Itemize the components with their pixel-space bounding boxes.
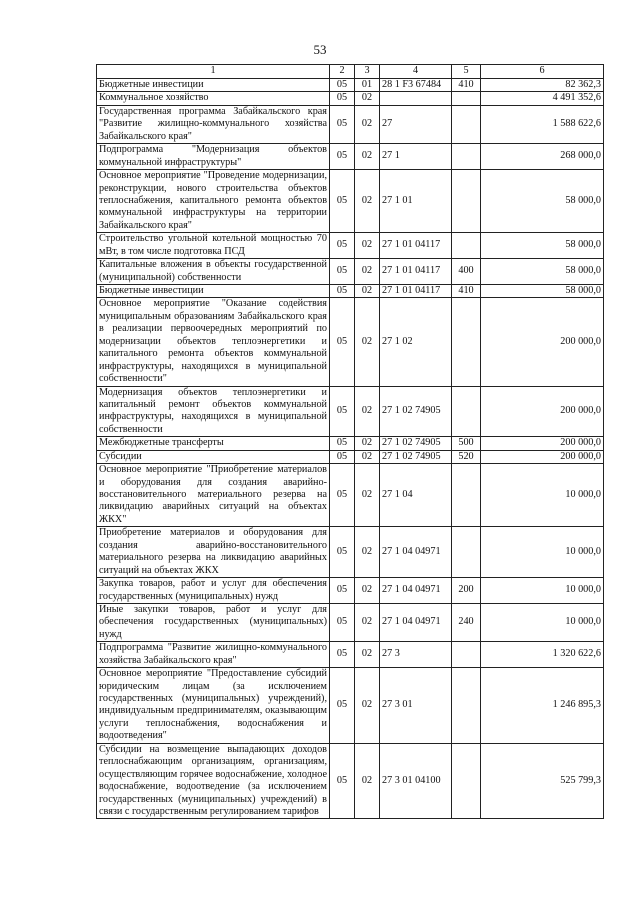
amount-cell: 1 320 622,6 — [481, 642, 604, 668]
target-article-cell: 27 1 01 04117 — [380, 259, 452, 285]
expense-type-cell — [452, 464, 481, 527]
table-row — [97, 386, 604, 437]
row-name-cell: Строительство угольной котельной мощностью 70 мВт, в том числе подготовка ПСД — [97, 233, 330, 259]
table-row — [97, 105, 604, 143]
amount-cell: 58 000,0 — [481, 285, 604, 298]
subsection-code-cell: 02 — [355, 642, 380, 668]
row-name-cell: Модернизация объектов теплоэнергетики и капитальный ремонт объектов коммунальной инфраструктуры, находящихся в муниципальной собственности — [97, 386, 330, 437]
table-row — [97, 578, 604, 604]
row-name-cell: Основное мероприятие "Предоставление субсидий юридическим лицам (за исключением государственных (муниципальных) учреждений), индивидуальным предпринимателям, оказывающим услуги теплоснабжения, водоснабжения и водоотведения" — [97, 668, 330, 744]
amount-cell: 200 000,0 — [481, 450, 604, 463]
row-name-cell: Основное мероприятие "Оказание содействия муниципальным образованиям Забайкальского края в реализации первоочередных мероприятий по модернизации объектов теплоэнергетики и капитального ремонта объектов коммунальной инфраструктуры, находящихся в муниципальной собственности" — [97, 298, 330, 386]
section-code-cell: 05 — [330, 298, 355, 386]
expense-type-cell: 240 — [452, 603, 481, 641]
target-article-cell: 27 — [380, 105, 452, 143]
amount-cell: 58 000,0 — [481, 259, 604, 285]
section-code-cell: 05 — [330, 92, 355, 105]
table-row — [97, 642, 604, 668]
expense-type-cell — [452, 170, 481, 233]
section-code-cell: 05 — [330, 386, 355, 437]
table-row — [97, 527, 604, 578]
page-number: 53 — [313, 42, 327, 57]
row-name-cell: Подпрограмма "Развитие жилищно-коммунального хозяйства Забайкальского края" — [97, 642, 330, 668]
table-row — [97, 233, 604, 259]
subsection-code-cell: 02 — [355, 233, 380, 259]
expense-type-cell — [452, 743, 481, 819]
header-cell: 3 — [355, 65, 380, 79]
amount-cell: 1 246 895,3 — [481, 668, 604, 744]
table-row — [97, 259, 604, 285]
row-name-cell: Капитальные вложения в объекты государственной (муниципальной) собственности — [97, 259, 330, 285]
subsection-code-cell: 02 — [355, 386, 380, 437]
header-cell: 4 — [380, 65, 452, 79]
header-row — [97, 65, 604, 79]
table-row — [97, 668, 604, 744]
subsection-code-cell: 01 — [355, 79, 380, 92]
row-name-cell: Подпрограмма "Модернизация объектов коммунальной инфраструктуры" — [97, 144, 330, 170]
expense-type-cell — [452, 233, 481, 259]
target-article-cell: 27 1 — [380, 144, 452, 170]
table-row — [97, 298, 604, 386]
subsection-code-cell: 02 — [355, 450, 380, 463]
target-article-cell: 27 3 01 — [380, 668, 452, 744]
section-code-cell: 05 — [330, 144, 355, 170]
target-article-cell: 27 1 01 04117 — [380, 233, 452, 259]
row-name-cell: Межбюджетные трансферты — [97, 437, 330, 450]
subsection-code-cell: 02 — [355, 92, 380, 105]
expense-type-cell: 500 — [452, 437, 481, 450]
expense-type-cell — [452, 92, 481, 105]
amount-cell: 58 000,0 — [481, 233, 604, 259]
expense-type-cell — [452, 386, 481, 437]
target-article-cell: 27 1 01 04117 — [380, 285, 452, 298]
subsection-code-cell: 02 — [355, 464, 380, 527]
amount-cell: 200 000,0 — [481, 298, 604, 386]
target-article-cell: 27 1 02 74905 — [380, 437, 452, 450]
subsection-code-cell: 02 — [355, 285, 380, 298]
section-code-cell: 05 — [330, 527, 355, 578]
table-row — [97, 603, 604, 641]
subsection-code-cell: 02 — [355, 743, 380, 819]
subsection-code-cell: 02 — [355, 105, 380, 143]
amount-cell: 200 000,0 — [481, 386, 604, 437]
header-cell: 6 — [481, 65, 604, 79]
expense-type-cell — [452, 105, 481, 143]
section-code-cell: 05 — [330, 450, 355, 463]
row-name-cell: Основное мероприятие "Проведение модернизации, реконструкции, нового строительства объектов теплоснабжения, капитального ремонта объектов коммунальной инфраструктуры на территории Забайкальского края" — [97, 170, 330, 233]
table-row — [97, 92, 604, 105]
row-name-cell: Государственная программа Забайкальского края "Развитие жилищно-коммунального хозяйства Забайкальского края" — [97, 105, 330, 143]
target-article-cell: 27 3 01 04100 — [380, 743, 452, 819]
expense-type-cell: 200 — [452, 578, 481, 604]
target-article-cell: 27 1 02 74905 — [380, 386, 452, 437]
section-code-cell: 05 — [330, 642, 355, 668]
amount-cell: 10 000,0 — [481, 527, 604, 578]
subsection-code-cell: 02 — [355, 259, 380, 285]
amount-cell: 4 491 352,6 — [481, 92, 604, 105]
target-article-cell: 27 1 04 04971 — [380, 603, 452, 641]
row-name-cell: Приобретение материалов и оборудования для создания аварийно-восстановительного материального резерва на ликвидацию аварийных ситуаций на объектах ЖКХ — [97, 527, 330, 578]
section-code-cell: 05 — [330, 170, 355, 233]
row-name-cell: Бюджетные инвестиции — [97, 79, 330, 92]
row-name-cell: Бюджетные инвестиции — [97, 285, 330, 298]
section-code-cell: 05 — [330, 603, 355, 641]
expense-type-cell — [452, 642, 481, 668]
header-cell: 1 — [97, 65, 330, 79]
header-cell: 2 — [330, 65, 355, 79]
row-name-cell: Основное мероприятие "Приобретение материалов и оборудования для создания аварийно-восстановительного материального резерва на ликвидацию аварийных ситуаций на объектах ЖКХ" — [97, 464, 330, 527]
section-code-cell: 05 — [330, 285, 355, 298]
row-name-cell: Субсидии — [97, 450, 330, 463]
section-code-cell: 05 — [330, 743, 355, 819]
section-code-cell: 05 — [330, 259, 355, 285]
row-name-cell: Коммунальное хозяйство — [97, 92, 330, 105]
section-code-cell: 05 — [330, 464, 355, 527]
expense-type-cell: 400 — [452, 259, 481, 285]
expense-type-cell — [452, 144, 481, 170]
section-code-cell: 05 — [330, 105, 355, 143]
target-article-cell: 27 1 02 74905 — [380, 450, 452, 463]
section-code-cell: 05 — [330, 578, 355, 604]
target-article-cell: 27 1 02 — [380, 298, 452, 386]
budget-table — [96, 64, 604, 819]
expense-type-cell: 410 — [452, 285, 481, 298]
row-name-cell: Закупка товаров, работ и услуг для обеспечения государственных (муниципальных) нужд — [97, 578, 330, 604]
expense-type-cell — [452, 668, 481, 744]
table-row — [97, 144, 604, 170]
table-row — [97, 170, 604, 233]
expense-type-cell: 410 — [452, 79, 481, 92]
row-name-cell: Субсидии на возмещение выпадающих доходов теплоснабжающим организациям, организациям, осуществляющим горячее водоснабжение, холодное водоснабжение, водоотведение (за исключением государственных (муниципальных) учреждений) в связи с государственным регулированием тарифов — [97, 743, 330, 819]
amount-cell: 525 799,3 — [481, 743, 604, 819]
table-row — [97, 437, 604, 450]
row-name-cell: Иные закупки товаров, работ и услуг для обеспечения государственных (муниципальных) нужд — [97, 603, 330, 641]
target-article-cell: 27 1 04 — [380, 464, 452, 527]
subsection-code-cell: 02 — [355, 603, 380, 641]
subsection-code-cell: 02 — [355, 668, 380, 744]
amount-cell: 200 000,0 — [481, 437, 604, 450]
expense-type-cell — [452, 527, 481, 578]
subsection-code-cell: 02 — [355, 144, 380, 170]
target-article-cell: 27 1 04 04971 — [380, 527, 452, 578]
amount-cell: 82 362,3 — [481, 79, 604, 92]
amount-cell: 10 000,0 — [481, 603, 604, 641]
section-code-cell: 05 — [330, 79, 355, 92]
table-row — [97, 79, 604, 92]
target-article-cell: 27 1 04 04971 — [380, 578, 452, 604]
amount-cell: 268 000,0 — [481, 144, 604, 170]
subsection-code-cell: 02 — [355, 170, 380, 233]
amount-cell: 10 000,0 — [481, 464, 604, 527]
amount-cell: 1 588 622,6 — [481, 105, 604, 143]
table-row — [97, 285, 604, 298]
target-article-cell — [380, 92, 452, 105]
target-article-cell: 27 3 — [380, 642, 452, 668]
section-code-cell: 05 — [330, 668, 355, 744]
table-row — [97, 743, 604, 819]
expense-type-cell — [452, 298, 481, 386]
section-code-cell: 05 — [330, 233, 355, 259]
target-article-cell: 28 1 F3 67484 — [380, 79, 452, 92]
amount-cell: 10 000,0 — [481, 578, 604, 604]
section-code-cell: 05 — [330, 437, 355, 450]
header-cell: 5 — [452, 65, 481, 79]
subsection-code-cell: 02 — [355, 578, 380, 604]
subsection-code-cell: 02 — [355, 437, 380, 450]
subsection-code-cell: 02 — [355, 527, 380, 578]
amount-cell: 58 000,0 — [481, 170, 604, 233]
table-row — [97, 464, 604, 527]
subsection-code-cell: 02 — [355, 298, 380, 386]
table-row — [97, 450, 604, 463]
expense-type-cell: 520 — [452, 450, 481, 463]
target-article-cell: 27 1 01 — [380, 170, 452, 233]
